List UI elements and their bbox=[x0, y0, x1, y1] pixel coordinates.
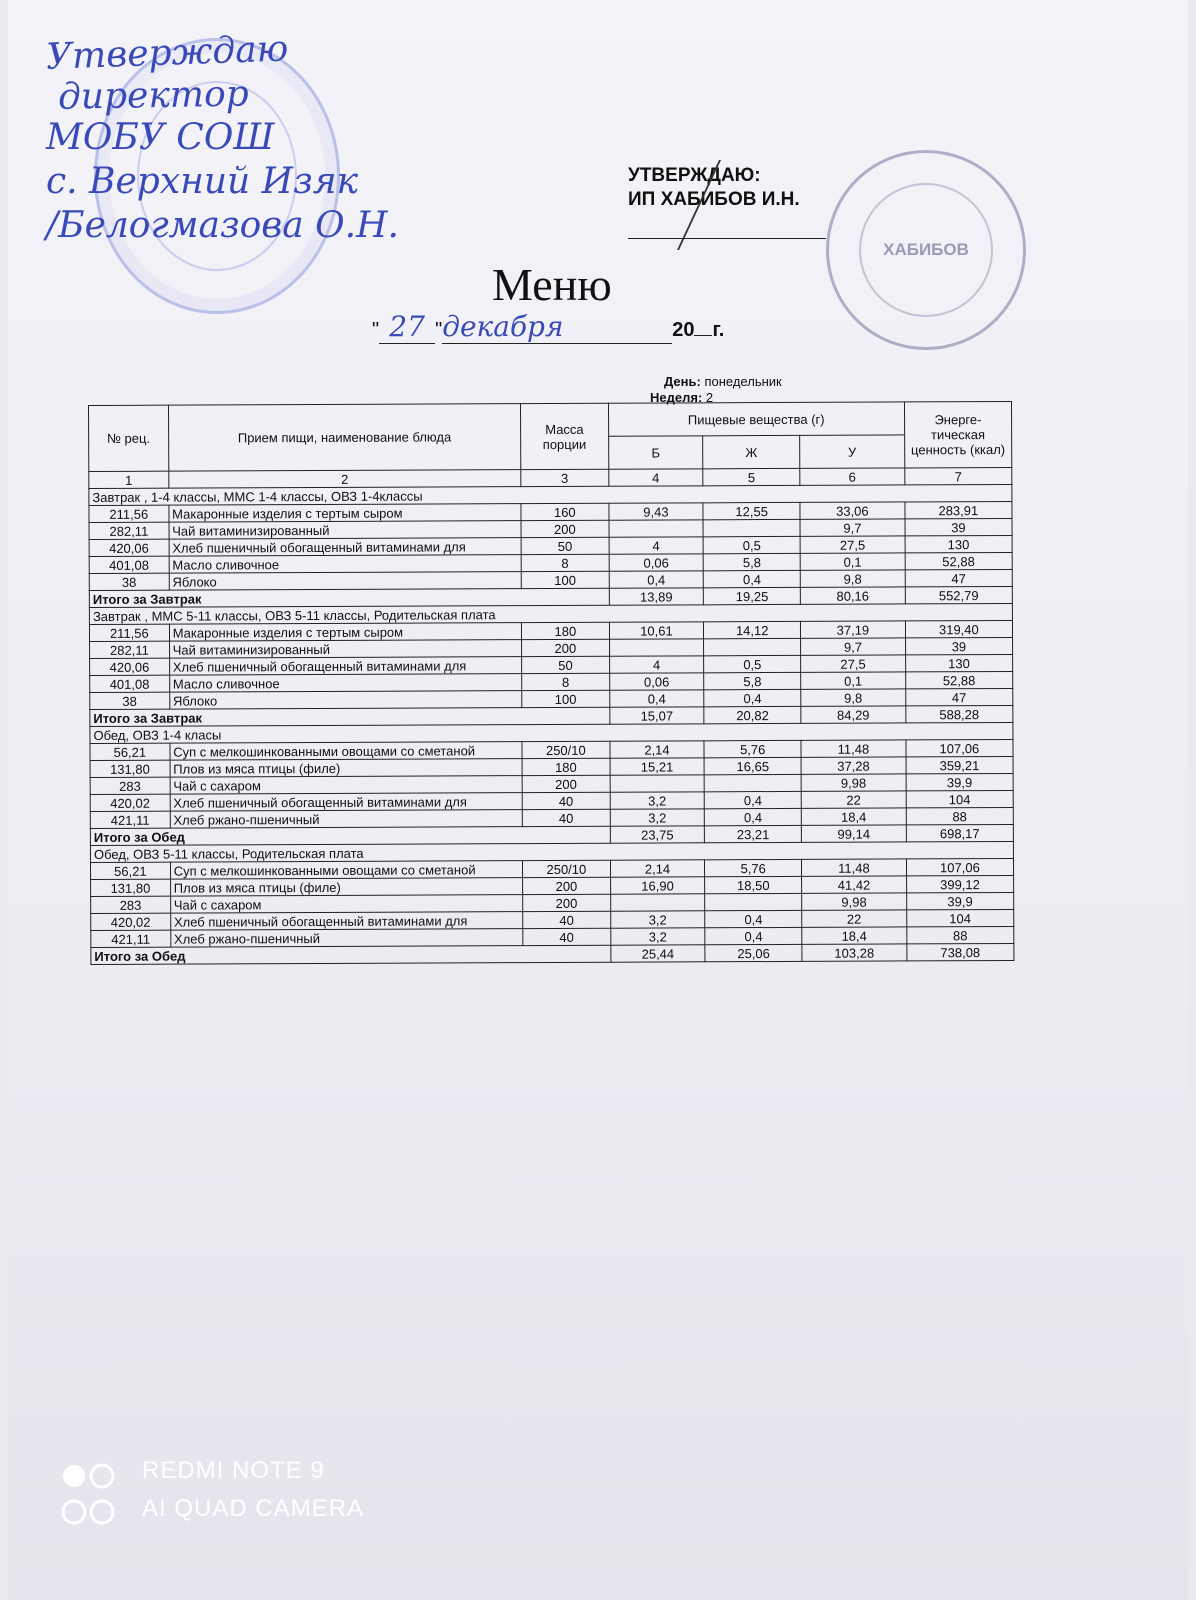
total-u: 80,16 bbox=[800, 587, 905, 604]
cell-g: 12,55 bbox=[703, 502, 800, 519]
cell-name: Хлеб пшеничный обогащенный витаминами для bbox=[170, 793, 522, 812]
header-mass: Масса порции bbox=[521, 403, 609, 469]
cell-g bbox=[703, 519, 800, 536]
header-energy: Энерге-тическая ценность (ккал) bbox=[904, 401, 1012, 467]
handwritten-line: /Белогмазова О.Н. bbox=[46, 205, 399, 246]
cell-num: 283 bbox=[91, 896, 171, 913]
handwritten-line: директор bbox=[57, 73, 250, 118]
section-title: Завтрак , 1-4 классы, ММС 1-4 классы, ОВЗ 1-4классы bbox=[89, 484, 1012, 505]
cell-b: 0,4 bbox=[609, 690, 704, 707]
total-b: 23,75 bbox=[610, 826, 705, 843]
cell-u: 11,48 bbox=[802, 859, 907, 876]
cell-g: 5,8 bbox=[704, 672, 801, 689]
index-cell: 4 bbox=[608, 469, 703, 486]
company-seal-stamp bbox=[826, 150, 1026, 350]
cell-u: 41,42 bbox=[802, 876, 907, 893]
cell-mass: 180 bbox=[522, 758, 610, 775]
index-cell: 1 bbox=[89, 471, 169, 488]
total-g: 23,21 bbox=[705, 825, 802, 842]
cell-name: Суп с мелкошинкованными овощами со сметаной bbox=[170, 861, 522, 880]
cell-name: Хлеб ржано-пшеничный bbox=[170, 810, 522, 829]
cell-mass: 200 bbox=[522, 775, 610, 792]
document-sheet bbox=[8, 0, 1188, 1600]
cell-b: 3,2 bbox=[610, 809, 705, 826]
cell-mass: 250/10 bbox=[522, 741, 610, 758]
cell-num: 420,06 bbox=[90, 658, 170, 675]
total-g: 20,82 bbox=[704, 706, 801, 723]
cell-g: 18,50 bbox=[705, 876, 802, 893]
cell-num: 401,08 bbox=[89, 556, 169, 573]
header-num: № рец. bbox=[89, 405, 169, 471]
handwritten-line: МОБУ СОШ bbox=[46, 117, 275, 158]
handwritten-line: Утверждаю bbox=[45, 28, 290, 78]
cell-num: 282,11 bbox=[90, 641, 170, 658]
cell-u: 27,5 bbox=[801, 655, 906, 672]
date-month: декабря bbox=[442, 310, 672, 344]
date-year-blank bbox=[694, 335, 712, 336]
camera-watermark bbox=[142, 1452, 364, 1528]
cell-e: 104 bbox=[906, 909, 1013, 926]
date-year-suffix: г. bbox=[712, 319, 725, 341]
index-cell: 6 bbox=[800, 468, 905, 485]
cell-b: 3,2 bbox=[610, 928, 705, 945]
handwritten-approval bbox=[46, 28, 496, 248]
cell-mass: 160 bbox=[521, 503, 609, 520]
watermark-line-1: REDMI NOTE 9 bbox=[142, 1457, 325, 1484]
cell-num: 420,02 bbox=[91, 913, 171, 930]
day-label: День: bbox=[664, 374, 701, 389]
cell-u: 9,7 bbox=[801, 638, 906, 655]
date-quote-close: " bbox=[435, 319, 443, 341]
cell-name: Яблоко bbox=[169, 691, 521, 710]
cell-e: 39 bbox=[905, 637, 1012, 654]
total-u: 99,14 bbox=[801, 825, 906, 842]
cell-b: 2,14 bbox=[610, 741, 705, 758]
cell-g bbox=[704, 638, 801, 655]
cell-b: 16,90 bbox=[610, 877, 705, 894]
cell-mass: 200 bbox=[522, 639, 610, 656]
cell-e: 47 bbox=[905, 688, 1012, 705]
total-g: 25,06 bbox=[705, 944, 802, 961]
cell-u: 22 bbox=[802, 910, 907, 927]
cell-b: 0,4 bbox=[609, 571, 704, 588]
cell-name: Макаронные изделия с тертым сыром bbox=[169, 623, 521, 642]
cell-g: 5,76 bbox=[705, 859, 802, 876]
cell-mass: 40 bbox=[523, 911, 611, 928]
cell-name: Хлеб пшеничный обогащенный витаминами для bbox=[169, 538, 521, 557]
total-b: 25,44 bbox=[610, 945, 705, 962]
cell-mass: 40 bbox=[522, 809, 610, 826]
cell-num: 420,06 bbox=[89, 539, 169, 556]
cell-num: 421,11 bbox=[90, 811, 170, 828]
cell-u: 9,98 bbox=[802, 893, 907, 910]
cell-num: 131,80 bbox=[90, 760, 170, 777]
cell-e: 88 bbox=[907, 926, 1014, 943]
total-label: Итого за Завтрак bbox=[89, 588, 609, 607]
section-title: Завтрак , ММС 5-11 классы, ОВЗ 5-11 классы, Родительская плата bbox=[89, 603, 1012, 624]
cell-g bbox=[705, 893, 802, 910]
cell-b bbox=[610, 894, 705, 911]
cell-u: 18,4 bbox=[802, 927, 907, 944]
cell-e: 39,9 bbox=[906, 892, 1013, 909]
cell-e: 88 bbox=[906, 807, 1013, 824]
cell-b: 0,06 bbox=[609, 673, 704, 690]
cell-b: 10,61 bbox=[609, 622, 704, 639]
cell-g bbox=[704, 774, 801, 791]
cell-g: 14,12 bbox=[704, 621, 801, 638]
handwritten-line: с. Верхний Изяк bbox=[46, 161, 359, 202]
cell-mass: 200 bbox=[523, 877, 611, 894]
cell-g: 0,4 bbox=[704, 689, 801, 706]
cell-name: Хлеб ржано-пшеничный bbox=[170, 929, 522, 948]
cell-g: 0,4 bbox=[705, 927, 802, 944]
watermark-line-2: AI QUAD CAMERA bbox=[142, 1495, 365, 1522]
cell-e: 52,88 bbox=[905, 671, 1012, 688]
cell-u: 9,98 bbox=[801, 774, 906, 791]
cell-e: 130 bbox=[905, 535, 1012, 552]
cell-u: 9,7 bbox=[800, 519, 905, 536]
cell-g: 5,76 bbox=[704, 740, 801, 757]
index-cell: 2 bbox=[168, 470, 520, 489]
cell-name: Суп с мелкошинкованными овощами со сметаной bbox=[170, 742, 522, 761]
cell-mass: 250/10 bbox=[523, 860, 611, 877]
cell-u: 18,4 bbox=[801, 808, 906, 825]
cell-b: 2,14 bbox=[610, 860, 705, 877]
total-u: 84,29 bbox=[801, 706, 906, 723]
seal-text: ХАБИБОВ bbox=[883, 240, 969, 259]
cell-u: 0,1 bbox=[800, 553, 905, 570]
cell-b: 3,2 bbox=[610, 911, 705, 928]
cell-mass: 40 bbox=[522, 792, 610, 809]
index-cell: 5 bbox=[703, 468, 800, 485]
section-title: Обед, ОВЗ 1-4 класы bbox=[90, 722, 1013, 743]
section-title: Обед, ОВЗ 5-11 классы, Родительская плата bbox=[90, 841, 1013, 862]
total-e: 738,08 bbox=[907, 943, 1014, 960]
week-value: 2 bbox=[705, 390, 714, 405]
cell-mass: 50 bbox=[521, 537, 609, 554]
cell-b bbox=[610, 775, 705, 792]
date-day: 27 bbox=[379, 310, 435, 344]
cell-g: 0,4 bbox=[705, 791, 802, 808]
cell-num: 38 bbox=[90, 692, 170, 709]
cell-num: 401,08 bbox=[90, 675, 170, 692]
cell-u: 9,8 bbox=[801, 689, 906, 706]
header-g: Ж bbox=[703, 435, 800, 468]
total-b: 13,89 bbox=[609, 588, 704, 605]
cell-e: 319,40 bbox=[905, 620, 1012, 637]
total-label: Итого за Завтрак bbox=[90, 707, 610, 726]
total-b: 15,07 bbox=[609, 707, 704, 724]
cell-name: Плов из мяса птицы (филе) bbox=[170, 878, 522, 897]
cell-b: 15,21 bbox=[610, 758, 705, 775]
cell-mass: 100 bbox=[522, 690, 610, 707]
total-e: 698,17 bbox=[906, 824, 1013, 841]
index-cell: 3 bbox=[521, 469, 609, 486]
date-line bbox=[372, 310, 724, 344]
cell-e: 107,06 bbox=[906, 739, 1013, 756]
cell-u: 22 bbox=[801, 791, 906, 808]
header-name: Прием пищи, наименование блюда bbox=[168, 404, 521, 472]
cell-name: Плов из мяса птицы (филе) bbox=[170, 759, 522, 778]
cell-mass: 8 bbox=[521, 554, 609, 571]
cell-g: 5,8 bbox=[704, 553, 801, 570]
camera-logo-icon bbox=[60, 1462, 118, 1532]
cell-name: Чай витаминизированный bbox=[169, 640, 521, 659]
cell-u: 33,06 bbox=[800, 502, 905, 519]
total-label: Итого за Обед bbox=[90, 826, 610, 845]
cell-name: Хлеб пшеничный обогащенный витаминами для bbox=[170, 912, 522, 931]
cell-name: Масло сливочное bbox=[169, 674, 521, 693]
cell-num: 131,80 bbox=[91, 879, 171, 896]
total-label: Итого за Обед bbox=[91, 945, 611, 964]
cell-mass: 8 bbox=[522, 673, 610, 690]
cell-mass: 40 bbox=[523, 928, 611, 945]
cell-e: 107,06 bbox=[906, 858, 1013, 875]
cell-u: 0,1 bbox=[801, 672, 906, 689]
day-value: понедельник bbox=[704, 374, 782, 389]
cell-name: Яблоко bbox=[169, 572, 521, 591]
cell-g: 16,65 bbox=[704, 757, 801, 774]
cell-mass: 50 bbox=[522, 656, 610, 673]
total-e: 588,28 bbox=[906, 705, 1013, 722]
cell-b: 4 bbox=[609, 537, 704, 554]
cell-e: 104 bbox=[906, 790, 1013, 807]
cell-e: 359,21 bbox=[906, 756, 1013, 773]
cell-num: 283 bbox=[90, 777, 170, 794]
cell-e: 47 bbox=[905, 569, 1012, 586]
cell-num: 38 bbox=[89, 573, 169, 590]
cell-e: 130 bbox=[905, 654, 1012, 671]
cell-mass: 200 bbox=[521, 520, 609, 537]
cell-mass: 200 bbox=[523, 894, 611, 911]
cell-num: 421,11 bbox=[91, 930, 171, 947]
total-row bbox=[91, 943, 1014, 964]
cell-name: Хлеб пшеничный обогащенный витаминами для bbox=[169, 657, 521, 676]
header-b: Б bbox=[608, 436, 703, 469]
cell-name: Чай с сахаром bbox=[170, 895, 522, 914]
total-u: 103,28 bbox=[802, 944, 907, 961]
date-year-prefix: 20 bbox=[672, 319, 695, 341]
cell-num: 56,21 bbox=[90, 862, 170, 879]
cell-g: 0,5 bbox=[704, 655, 801, 672]
cell-mass: 180 bbox=[522, 622, 610, 639]
cell-g: 0,4 bbox=[705, 910, 802, 927]
cell-name: Макаронные изделия с тертым сыром bbox=[169, 504, 521, 523]
cell-g: 0,4 bbox=[704, 570, 801, 587]
cell-name: Чай с сахаром bbox=[170, 776, 522, 795]
cell-num: 56,21 bbox=[90, 743, 170, 760]
cell-num: 282,11 bbox=[89, 522, 169, 539]
cell-u: 37,28 bbox=[801, 757, 906, 774]
cell-b: 9,43 bbox=[609, 503, 704, 520]
cell-e: 39,9 bbox=[906, 773, 1013, 790]
cell-g: 0,4 bbox=[705, 808, 802, 825]
cell-e: 399,12 bbox=[906, 875, 1013, 892]
cell-b: 3,2 bbox=[610, 792, 705, 809]
page-title: Меню bbox=[492, 259, 612, 310]
cell-num: 211,56 bbox=[89, 624, 169, 641]
cell-b: 4 bbox=[609, 656, 704, 673]
cell-num: 420,02 bbox=[90, 794, 170, 811]
cell-b bbox=[609, 520, 704, 537]
cell-u: 27,5 bbox=[800, 536, 905, 553]
cell-b: 0,06 bbox=[609, 554, 704, 571]
date-quote-open: " bbox=[372, 319, 380, 341]
cell-e: 283,91 bbox=[905, 501, 1012, 518]
total-e: 552,79 bbox=[905, 586, 1012, 603]
header-u: У bbox=[800, 435, 905, 468]
total-g: 19,25 bbox=[704, 587, 801, 604]
cell-num: 211,56 bbox=[89, 505, 169, 522]
approval-line-2: ИП ХАБИБОВ И.Н. bbox=[628, 189, 800, 210]
cell-name: Масло сливочное bbox=[169, 555, 521, 574]
approval-line-1: УТВЕРЖДАЮ: bbox=[628, 165, 761, 186]
index-cell: 7 bbox=[905, 467, 1012, 484]
header-nutrients: Пищевые вещества (г) bbox=[608, 402, 904, 436]
cell-g: 0,5 bbox=[703, 536, 800, 553]
cell-e: 52,88 bbox=[905, 552, 1012, 569]
cell-b bbox=[609, 639, 704, 656]
cell-mass: 100 bbox=[521, 571, 609, 588]
week-label: Неделя: bbox=[650, 390, 703, 405]
cell-e: 39 bbox=[905, 518, 1012, 535]
menu-table bbox=[88, 401, 1014, 965]
cell-u: 11,48 bbox=[801, 740, 906, 757]
cell-u: 9,8 bbox=[800, 570, 905, 587]
cell-name: Чай витаминизированный bbox=[169, 521, 521, 540]
cell-u: 37,19 bbox=[801, 621, 906, 638]
